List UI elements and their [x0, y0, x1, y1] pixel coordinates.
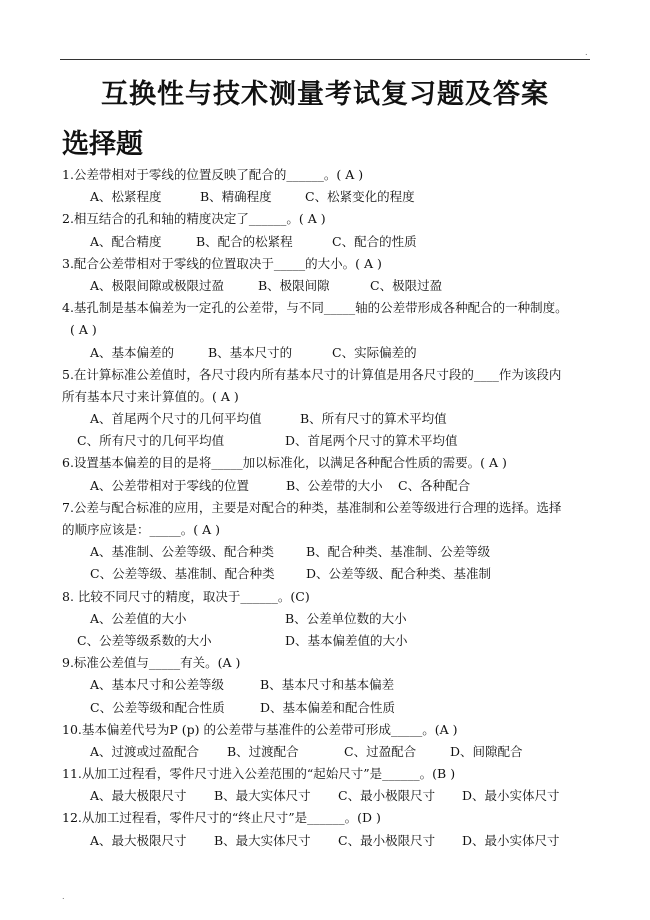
footer-mark: .: [62, 892, 65, 901]
option: C、过盈配合: [344, 743, 417, 759]
question-list: [62, 164, 590, 852]
question-8-options-2: [62, 630, 590, 652]
option: D、首尾两个尺寸的算术平均值: [285, 433, 458, 449]
option: C、最小极限尺寸: [338, 832, 436, 848]
question-4-options: [62, 342, 590, 364]
question-5-options-2: [62, 430, 590, 452]
option: B、基本尺寸和基本偏差: [260, 677, 395, 693]
option: C、所有尺寸的几何平均值: [77, 433, 225, 449]
question-10: 10.基本偏差代号为P (p) 的公差带与基准件的公差带可形成_____。(A ): [62, 721, 458, 737]
option: B、公差带的大小: [286, 477, 383, 493]
option: B、配合种类、基准制、公差等级: [306, 544, 491, 560]
question-7: 7.公差与配合标准的应用，主要是对配合的种类，基准制和公差等级进行合理的选择。选择: [62, 499, 562, 515]
question-12-options: [62, 830, 590, 852]
question-1-options: [62, 186, 590, 208]
option: D、公差等级、配合种类、基准制: [306, 566, 492, 582]
option: A、公差带相对于零线的位置: [90, 477, 250, 493]
option: B、公差单位数的大小: [285, 610, 407, 626]
question-1: 1.公差带相对于零线的位置反映了配合的______。( A ): [62, 167, 364, 182]
option: A、基本偏差的: [90, 344, 175, 360]
option: A、基准制、公差等级、配合种类: [90, 544, 275, 560]
question-11-options: [62, 785, 590, 807]
option: D、间隙配合: [450, 743, 523, 759]
option: C、公差等级系数的大小: [77, 632, 212, 648]
question-4: 4.基孔制是基本偏差为一定孔的公差带，与不同_____轴的公差带形成各种配合的一种制度。: [62, 300, 568, 316]
question-7-cont: 的顺序应该是：_____。( A ): [62, 522, 220, 537]
option: A、最大极限尺寸: [90, 832, 187, 848]
question-8-options: [62, 608, 590, 630]
question-9: 9.标准公差值与_____有关。(A ): [62, 655, 241, 671]
option: C、各种配合: [398, 477, 471, 493]
option: C、最小极限尺寸: [338, 788, 436, 804]
question-9-options-2: [62, 697, 590, 719]
option: C、实际偏差的: [332, 344, 417, 360]
header-rule: [60, 59, 590, 60]
option: C、松紧变化的程度: [305, 189, 415, 205]
question-2-options: [62, 231, 590, 253]
option: A、公差值的大小: [90, 610, 187, 626]
question-6: 6.设置基本偏差的目的是将_____加以标准化，以满足各种配合性质的需要。( A ): [62, 455, 507, 471]
option: A、松紧程度: [90, 189, 162, 205]
option: D、最小实体尺寸: [462, 832, 560, 848]
option: B、极限间隙: [258, 277, 330, 293]
question-11: 11.从加工过程看，零件尺寸进入公差范围的“起始尺寸”是______。(B ): [62, 766, 456, 782]
option: D、基本偏差和配合性质: [260, 699, 396, 715]
question-4-answer: ( A ): [70, 322, 97, 338]
option: C、极限过盈: [370, 277, 443, 293]
question-7-options: [62, 541, 590, 563]
option: B、所有尺寸的算术平均值: [300, 411, 447, 427]
option: C、配合的性质: [332, 233, 417, 249]
question-5: 5.在计算标准公差值时，各尺寸段内所有基本尺寸的计算值是用各尺寸段的____作为该段内: [62, 366, 562, 382]
section-title: 选择题: [62, 129, 143, 160]
question-5-options: [62, 408, 590, 430]
option: A、基本尺寸和公差等级: [90, 677, 225, 693]
option: A、首尾两个尺寸的几何平均值: [90, 411, 262, 427]
question-5-cont: 所有基本尺寸来计算值的。( A ): [62, 388, 239, 404]
option: B、过渡配合: [227, 743, 299, 759]
question-3: 3.配合公差带相对于零线的位置取决于_____的大小。( A ): [62, 255, 382, 271]
option: A、最大极限尺寸: [90, 788, 187, 804]
option: C、公差等级和配合性质: [90, 699, 225, 715]
page-title: 互换性与技术测量考试复习题及答案: [101, 79, 549, 110]
option: A、极限间隙或极限过盈: [90, 277, 225, 293]
question-10-options: [62, 741, 590, 763]
question-8: 8. 比较不同尺寸的精度，取决于______。(C): [62, 588, 310, 604]
question-3-options: [62, 275, 590, 297]
option: B、基本尺寸的: [208, 344, 293, 360]
question-7-options-2: [62, 563, 590, 585]
option: B、最大实体尺寸: [214, 832, 311, 848]
option: B、配合的松紧程: [196, 233, 293, 249]
option: C、公差等级、基准制、配合种类: [90, 566, 275, 582]
option: B、精确程度: [200, 189, 272, 205]
option: D、最小实体尺寸: [462, 788, 560, 804]
corner-mark: .: [585, 48, 588, 57]
option: D、基本偏差值的大小: [285, 632, 408, 648]
option: B、最大实体尺寸: [214, 788, 311, 804]
option: A、过渡或过盈配合: [90, 743, 200, 759]
option: A、配合精度: [90, 233, 162, 249]
question-6-options: [62, 475, 590, 497]
question-9-options: [62, 674, 590, 696]
question-2: 2.相互结合的孔和轴的精度决定了______。( A ): [62, 211, 326, 227]
question-12: 12.从加工过程看，零件尺寸的“终止尺寸”是______。(D ): [62, 810, 381, 826]
